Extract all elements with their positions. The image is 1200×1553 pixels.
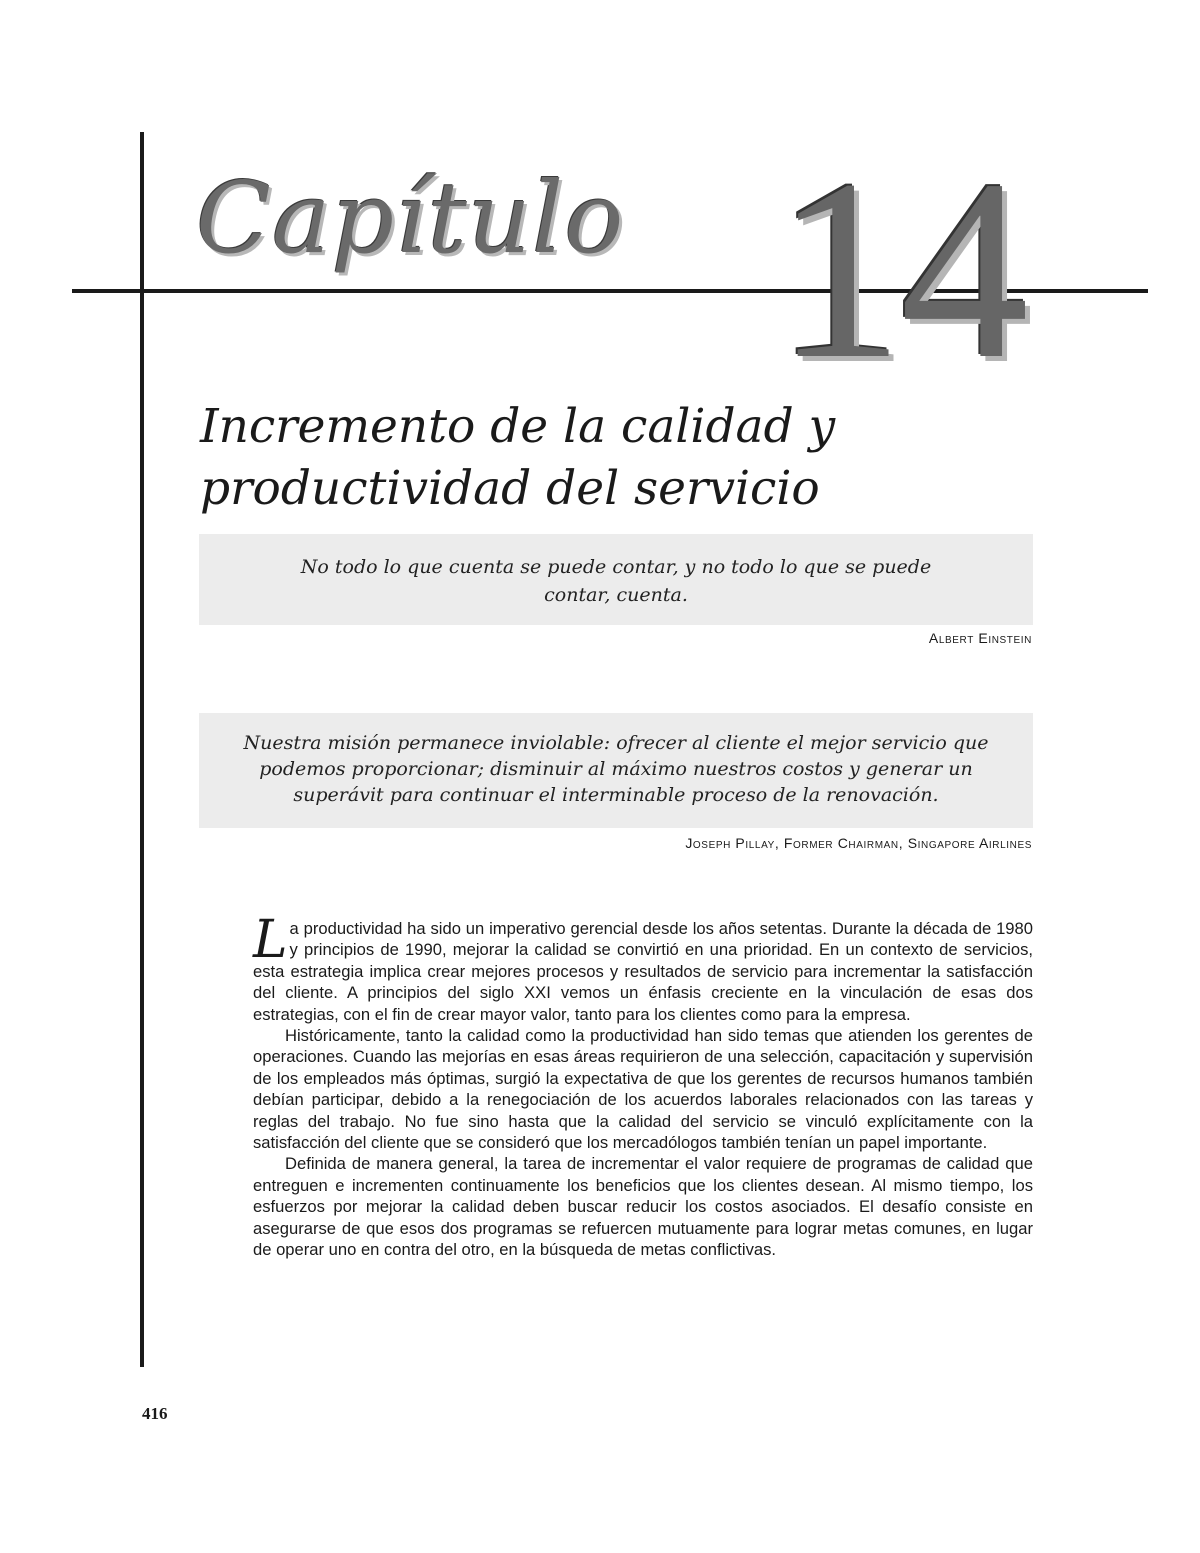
epigraph-pillay bbox=[199, 713, 1033, 828]
epigraph-line: superávit para continuar el interminable proceso de la renovación. bbox=[293, 784, 939, 806]
paragraph-text: a productividad ha sido un imperativo gerencial desde los años setentas. Durante la década de 1980 y principios de 1990, mejorar la calidad se convirtió en una prioridad. En un contexto de servicios, esta estrategia implica crear mejores procesos y resultados de servicio para incrementar la satisfacción del cliente. A principios del siglo XXI vemos un énfasis creciente en la vinculación de esas dos estrategias, con el fin de crear mayor valor, tanto para los clientes como para la empresa. bbox=[253, 919, 1033, 1024]
epigraph-line: Nuestra misión permanece inviolable: ofrecer al cliente el mejor servicio que bbox=[243, 732, 989, 754]
chapter-title bbox=[200, 396, 1100, 520]
chapter-title-line: Incremento de la calidad y bbox=[200, 399, 836, 454]
chapter-word: Capítulo bbox=[196, 162, 625, 276]
page-number: 416 bbox=[142, 1404, 168, 1423]
epigraph-line: contar, cuenta. bbox=[544, 584, 688, 606]
body-paragraph: Definida de manera general, la tarea de incrementar el valor requiere de programas de calidad que entreguen e incrementen continuamente los beneficios que los clientes desean. Al mismo tiempo, los esfuerzos por mejorar la calidad deben buscar reducir los costos asociados. El desafío consiste en asegurarse de que esos dos programas se refuercen mutuamente para lograr metas comunes, en lugar de operar uno en contra del otro, en la búsqueda de metas conflictivas. bbox=[253, 1154, 1033, 1260]
chapter-number: 14 bbox=[775, 126, 1025, 412]
epigraph-attribution: Albert Einstein bbox=[928, 630, 1032, 646]
epigraph-line: podemos proporcionar; disminuir al máximo nuestros costos y generar un bbox=[259, 758, 973, 780]
epigraph-line: No todo lo que cuenta se puede contar, y no todo lo que se puede bbox=[300, 556, 932, 578]
vertical-rule bbox=[140, 132, 144, 1367]
body-paragraph bbox=[253, 910, 1033, 1025]
epigraph-einstein bbox=[199, 534, 1033, 625]
body-paragraph: Históricamente, tanto la calidad como la productividad han sido temas que atienden los gerentes de operaciones. Cuando las mejorías en esas áreas requirieron de una selección, capacitación y supervisión de los empleados más óptimas, surgió la expectativa de que los gerentes de recursos humanos también debían participar, debido a la renegociación de los acuerdos laborales relacionados con las tareas y reglas del trabajo. No fue sino hasta que la calidad del servicio se vinculó explícitamente con la satisfacción del cliente que se consideró que los mercadólogos también tenían un papel importante. bbox=[253, 1026, 1033, 1153]
drop-cap: L bbox=[253, 910, 288, 970]
epigraph-attribution: Joseph Pillay, Former Chairman, Singapore Airlines bbox=[685, 835, 1032, 851]
chapter-title-line: productividad del servicio bbox=[200, 461, 820, 516]
body-text bbox=[253, 910, 1033, 1261]
